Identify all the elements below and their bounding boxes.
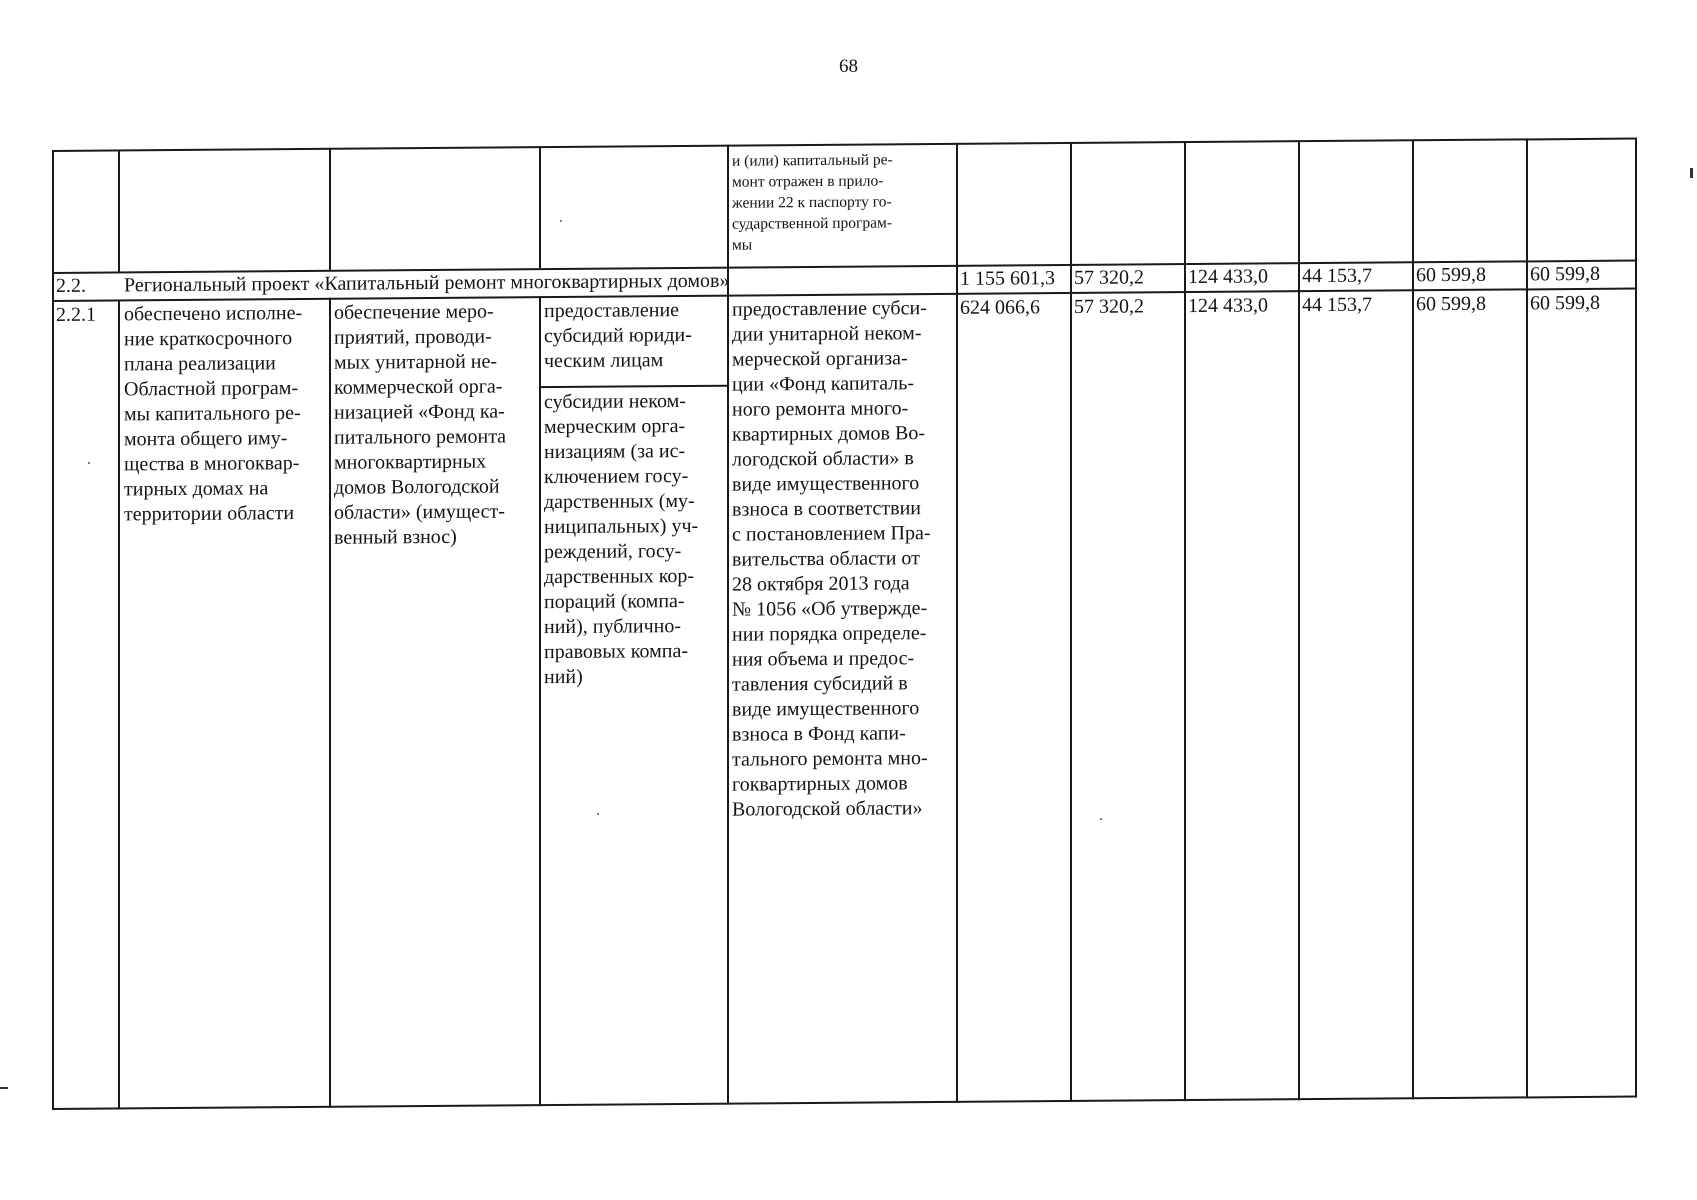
scan-speck (88, 462, 90, 464)
column-divider (1184, 141, 1186, 1101)
scan-speck (1100, 818, 1102, 820)
table-border-right (1635, 138, 1637, 1098)
row-2-2-title: Региональный проект «Капитальный ремонт многоквартирных домов» (124, 269, 730, 297)
row-2-2-value-5: 60 599,8 (1416, 263, 1486, 287)
row-2-2-1-direction-nonprofit: субсидии неком- мерческим орга- низациям (за ис- ключением госу- дарственных (му- ниципальных) уч- реждений, госу- дарственных кор- пораций (компа- ний), публично- правовых компа- ний) (544, 390, 699, 689)
row-2-2-1-value-4: 44 153,7 (1302, 293, 1372, 317)
row-2-2-value-3: 124 433,0 (1188, 265, 1268, 289)
column-divider (118, 299, 120, 1109)
scan-margin-mark (0, 1087, 8, 1089)
row-2-2-1-measure: обеспечение меро- приятий, проводи- мых унитарной не- коммерческой орга- низацией «Фонд ка- питального ремонта многоквартирных домов Вологодской области» (имущест- венный взнос) (334, 300, 507, 549)
subrow-divider (539, 385, 727, 388)
column-divider (1412, 139, 1414, 1099)
row-2-2-value-6: 60 599,8 (1530, 262, 1600, 286)
budget-table (52, 138, 1637, 1110)
row-2-2-1-value-3: 124 433,0 (1188, 294, 1268, 318)
row-2-2-1-result: обеспечено исполне- ние краткосрочного плана реализации Областной програм- мы капитального ре- монта общего иму- щества в многоквар- тирных домах на территории области (124, 302, 303, 526)
table-border-bottom (52, 1096, 1637, 1110)
row-2-2-value-4: 44 153,7 (1302, 264, 1372, 288)
row-2-2-number: 2.2. (56, 274, 86, 297)
row-2-2-1-number: 2.2.1 (56, 303, 96, 326)
column-divider (329, 298, 331, 1108)
row-2-2-value-2: 57 320,2 (1074, 266, 1144, 289)
row-2-2-1-description: предоставление субси- дии унитарной неком- мерческой организа- ции «Фонд капиталь- ного ремонта много- квартирных домов Во- логодской области» в виде имущественного взноса в соответствии с постановлением Пра- вительства области от 28 октября 2013 года № 1056 «Об утвержде- нии порядка определе- ния объема и предос- тавления субсидий в виде имущественного взноса в Фонд капи- тального ремонта мно- гоквартирных домов Вологодской области» (732, 297, 931, 821)
column-divider (1298, 140, 1300, 1100)
column-divider (539, 296, 541, 1106)
column-divider (118, 149, 120, 271)
row-2-2-1-value-6: 60 599,8 (1530, 291, 1600, 315)
column-divider (956, 143, 958, 1103)
row-2-2-1-direction-legal-entities: предоставление субсидий юриди- ческим лицам (544, 299, 692, 373)
row-2-2-1-value-2: 57 320,2 (1074, 295, 1144, 318)
row-2-2-total-value: 1 155 601,3 (960, 267, 1055, 290)
column-divider (1526, 138, 1528, 1098)
scan-speck (597, 813, 599, 815)
column-divider (1070, 142, 1072, 1102)
page-number: 68 (839, 56, 858, 77)
row-2-2-1-total-value: 624 066,6 (960, 296, 1040, 319)
continued-row-description: и (или) капитальный ре- монт отражен в прило- жении 22 к паспорту го- сударственной програм- мы (732, 151, 893, 254)
row-2-2-1-value-5: 60 599,8 (1416, 292, 1486, 316)
scan-speck (560, 220, 562, 222)
table-border-left (52, 150, 54, 1110)
scan-margin-mark (1690, 168, 1693, 178)
column-divider (329, 148, 331, 270)
column-divider (539, 146, 541, 268)
